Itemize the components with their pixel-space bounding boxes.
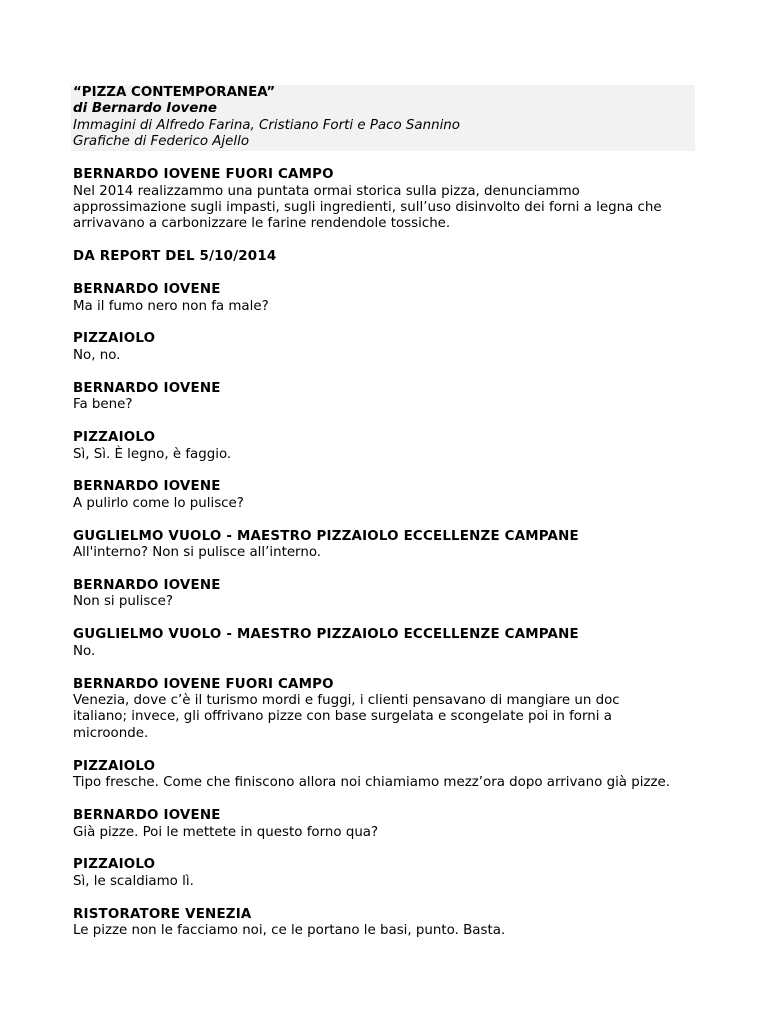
dialogue-text: Le pizze non le facciamo noi, ce le portano le basi, punto. Basta. (73, 923, 506, 939)
intro-block (73, 167, 695, 233)
speaker-label: BERNARDO IOVENE (73, 578, 221, 594)
speaker-label: PIZZAIOLO (73, 758, 156, 774)
dialogue-text: Ma il fumo nero non fa male? (73, 298, 269, 314)
speaker-label: GUGLIELMO VUOLO - MAESTRO PIZZAIOLO ECCELLENZE CAMPANE (73, 627, 579, 643)
dialogue-text: Sì, le scaldiamo lì. (73, 873, 194, 889)
dialogue-entry (73, 479, 695, 512)
document-title: “PIZZA CONTEMPORANEA” (73, 85, 276, 100)
graphics-credit: Grafiche di Federico Ajello (73, 134, 250, 150)
paragraph-line: approssimazione sugli impasti, sugli ingredienti, sull’uso disinvolto dei forni a legna che (73, 199, 662, 215)
speaker-label: BERNARDO IOVENE (73, 380, 221, 396)
speaker-label: PIZZAIOLO (73, 331, 156, 347)
speaker-label: RISTORATORE VENEZIA (73, 906, 252, 922)
speaker-label: BERNARDO IOVENE FUORI CAMPO (73, 676, 334, 692)
dialogue-text: Già pizze. Poi le mettete in questo forno qua? (73, 824, 379, 840)
speaker-label: PIZZAIOLO (73, 857, 156, 873)
speaker-label: BERNARDO IOVENE (73, 479, 221, 495)
dialogue-text: Tipo fresche. Come che finiscono allora noi chiamiamo mezz’ora dopo arrivano già pizze. (73, 775, 671, 791)
dialogue-list (73, 266, 695, 940)
dialogue-entry (73, 331, 695, 364)
dialogue-text: italiano; invece, gli offrivano pizze con base surgelata e scongelate poi in forni a (73, 709, 612, 725)
dialogue-text: No. (73, 643, 96, 659)
dialogue-entry (73, 282, 695, 315)
dialogue-entry (73, 808, 695, 841)
dialogue-text: No, no. (73, 347, 121, 363)
document-header (71, 85, 695, 151)
dialogue-text: A pulirlo come lo pulisce? (73, 495, 244, 511)
dialogue-text: Fa bene? (73, 397, 133, 413)
dialogue-text: Sì, Sì. È legno, è faggio. (73, 446, 232, 462)
paragraph-line: Nel 2014 realizzammo una puntata ormai storica sulla pizza, denunciammo (73, 183, 580, 199)
dialogue-entry (73, 529, 695, 562)
paragraph-line: arrivavano a carbonizzare le farine rendendole tossiche. (73, 216, 451, 232)
speaker-label: PIZZAIOLO (73, 430, 156, 446)
dialogue-entry (73, 381, 695, 414)
dialogue-entry (73, 759, 695, 792)
speaker-label: BERNARDO IOVENE (73, 808, 221, 824)
dialogue-text: All'interno? Non si pulisce all’interno. (73, 545, 322, 561)
images-credit: Immagini di Alfredo Farina, Cristiano Forti e Paco Sannino (73, 117, 460, 133)
dialogue-entry (73, 430, 695, 463)
transcript-body (73, 85, 695, 940)
dialogue-entry (73, 627, 695, 660)
dialogue-text: microonde. (73, 725, 149, 741)
speaker-label: BERNARDO IOVENE (73, 282, 221, 298)
speaker-label: BERNARDO IOVENE FUORI CAMPO (73, 167, 334, 183)
dialogue-entry (73, 907, 695, 940)
document-author: di Bernardo Iovene (73, 101, 217, 117)
dialogue-entry (73, 677, 695, 743)
speaker-label: GUGLIELMO VUOLO - MAESTRO PIZZAIOLO ECCELLENZE CAMPANE (73, 528, 579, 544)
dialogue-entry (73, 578, 695, 611)
dialogue-entry (73, 857, 695, 890)
section-label: DA REPORT DEL 5/10/2014 (73, 249, 277, 265)
dialogue-text: Non si pulisce? (73, 594, 174, 610)
dialogue-text: Venezia, dove c’è il turismo mordi e fuggi, i clienti pensavano di mangiare un doc (73, 693, 620, 709)
